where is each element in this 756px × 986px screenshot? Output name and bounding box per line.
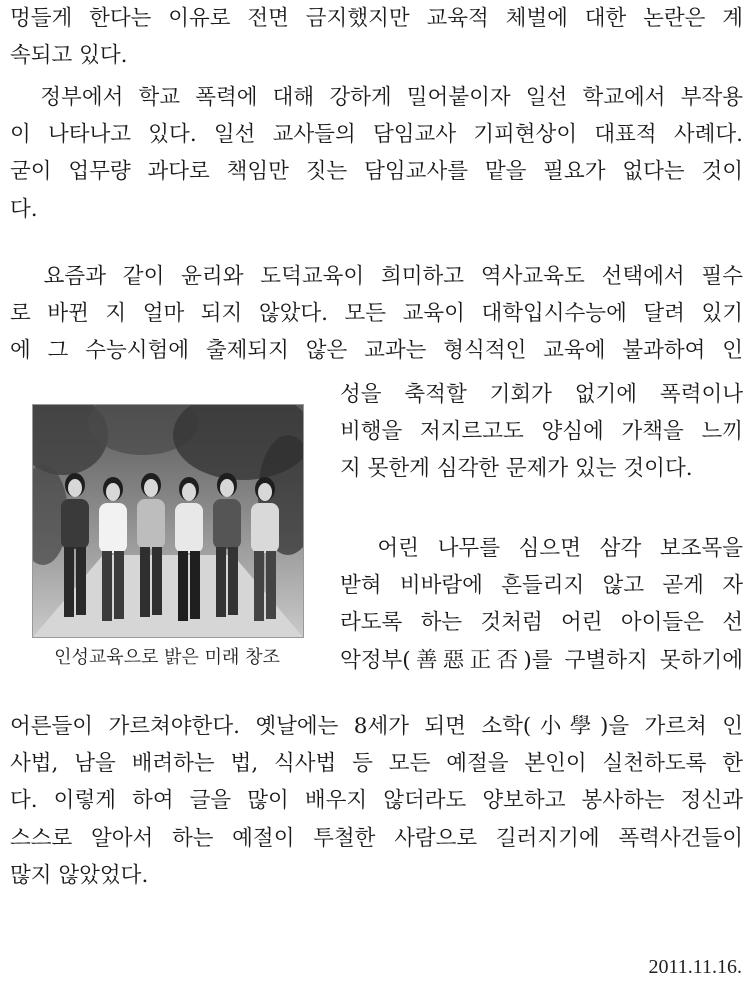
text-line: 지 못한게 심각한 문제가 있는 것이다. bbox=[340, 456, 693, 482]
paragraph-4 bbox=[10, 708, 743, 894]
text-line: 굳이 업무량 과다로 책임만 짓는 담임교사를 맡을 필요가 없다는 것이 bbox=[10, 159, 743, 185]
document-date: 2011.11.16. bbox=[648, 956, 742, 978]
photo-illustration bbox=[33, 405, 303, 637]
text-line: 이 나타나고 있다. 일선 교사들의 담임교사 기피현상이 대표적 사례다. bbox=[10, 122, 743, 148]
text-line: 정부에서 학교 폭력에 대해 강하게 밀어붙이자 일선 학교에서 부작용 bbox=[10, 85, 743, 110]
photo-six-women-walking bbox=[32, 404, 304, 638]
text-line: 다. 이렇게 하여 글을 많이 배우지 않더라도 양보하고 봉사하는 정신과 bbox=[10, 788, 743, 814]
paragraph-3 bbox=[10, 258, 743, 370]
text-line: 비행을 저지르고도 양심에 가책을 느끼 bbox=[340, 419, 743, 445]
photo-caption: 인성교육으로 밝은 미래 창조 bbox=[54, 647, 280, 668]
text-line: 성을 축적할 기회가 없기에 폭력이나 bbox=[340, 382, 743, 407]
text-line: 스스로 알아서 하는 예절이 투철한 사람으로 길러지기에 폭력사건들이 bbox=[10, 825, 743, 851]
paragraph-3-wrap bbox=[340, 376, 743, 488]
text-line: 어른들이 가르쳐야한다. 옛날에는 8세가 되면 소학(小學)을 가르쳐 인 bbox=[10, 714, 743, 739]
paragraph-1 bbox=[10, 0, 743, 74]
text-line: 많지 않았었다. bbox=[10, 862, 149, 888]
text-line: 사법, 남을 배려하는 법, 식사법 등 모든 예절을 본인이 실천하도록 한 bbox=[10, 751, 743, 777]
text-line: 멍들게 한다는 이유로 전면 금지했지만 교육적 체벌에 대한 논란은 계 bbox=[10, 6, 743, 31]
paragraph-2 bbox=[10, 79, 743, 228]
text-line: 요즘과 같이 윤리와 도덕교육이 희미하고 역사교육도 선택에서 필수 bbox=[10, 264, 743, 289]
text-line: 다. bbox=[10, 196, 38, 222]
text-line: 라도록 하는 것처럼 어린 아이들은 선 bbox=[340, 610, 743, 636]
text-line: 어린 나무를 심으면 삼각 보조목을 bbox=[340, 536, 743, 561]
text-line: 속되고 있다. bbox=[10, 43, 128, 69]
text-line: 받혀 비바람에 흔들리지 않고 곧게 자 bbox=[340, 573, 743, 599]
paragraph-4-wrap bbox=[340, 530, 743, 679]
text-line: 로 바뀐 지 얼마 되지 않았다. 모든 교육이 대학입시수능에 달려 있기 bbox=[10, 301, 743, 327]
text-line: 악정부(善惡正否)를 구별하지 못하기에 bbox=[340, 647, 743, 673]
text-line: 에 그 수능시험에 출제되지 않은 교과는 형식적인 교육에 불과하여 인 bbox=[10, 338, 743, 364]
